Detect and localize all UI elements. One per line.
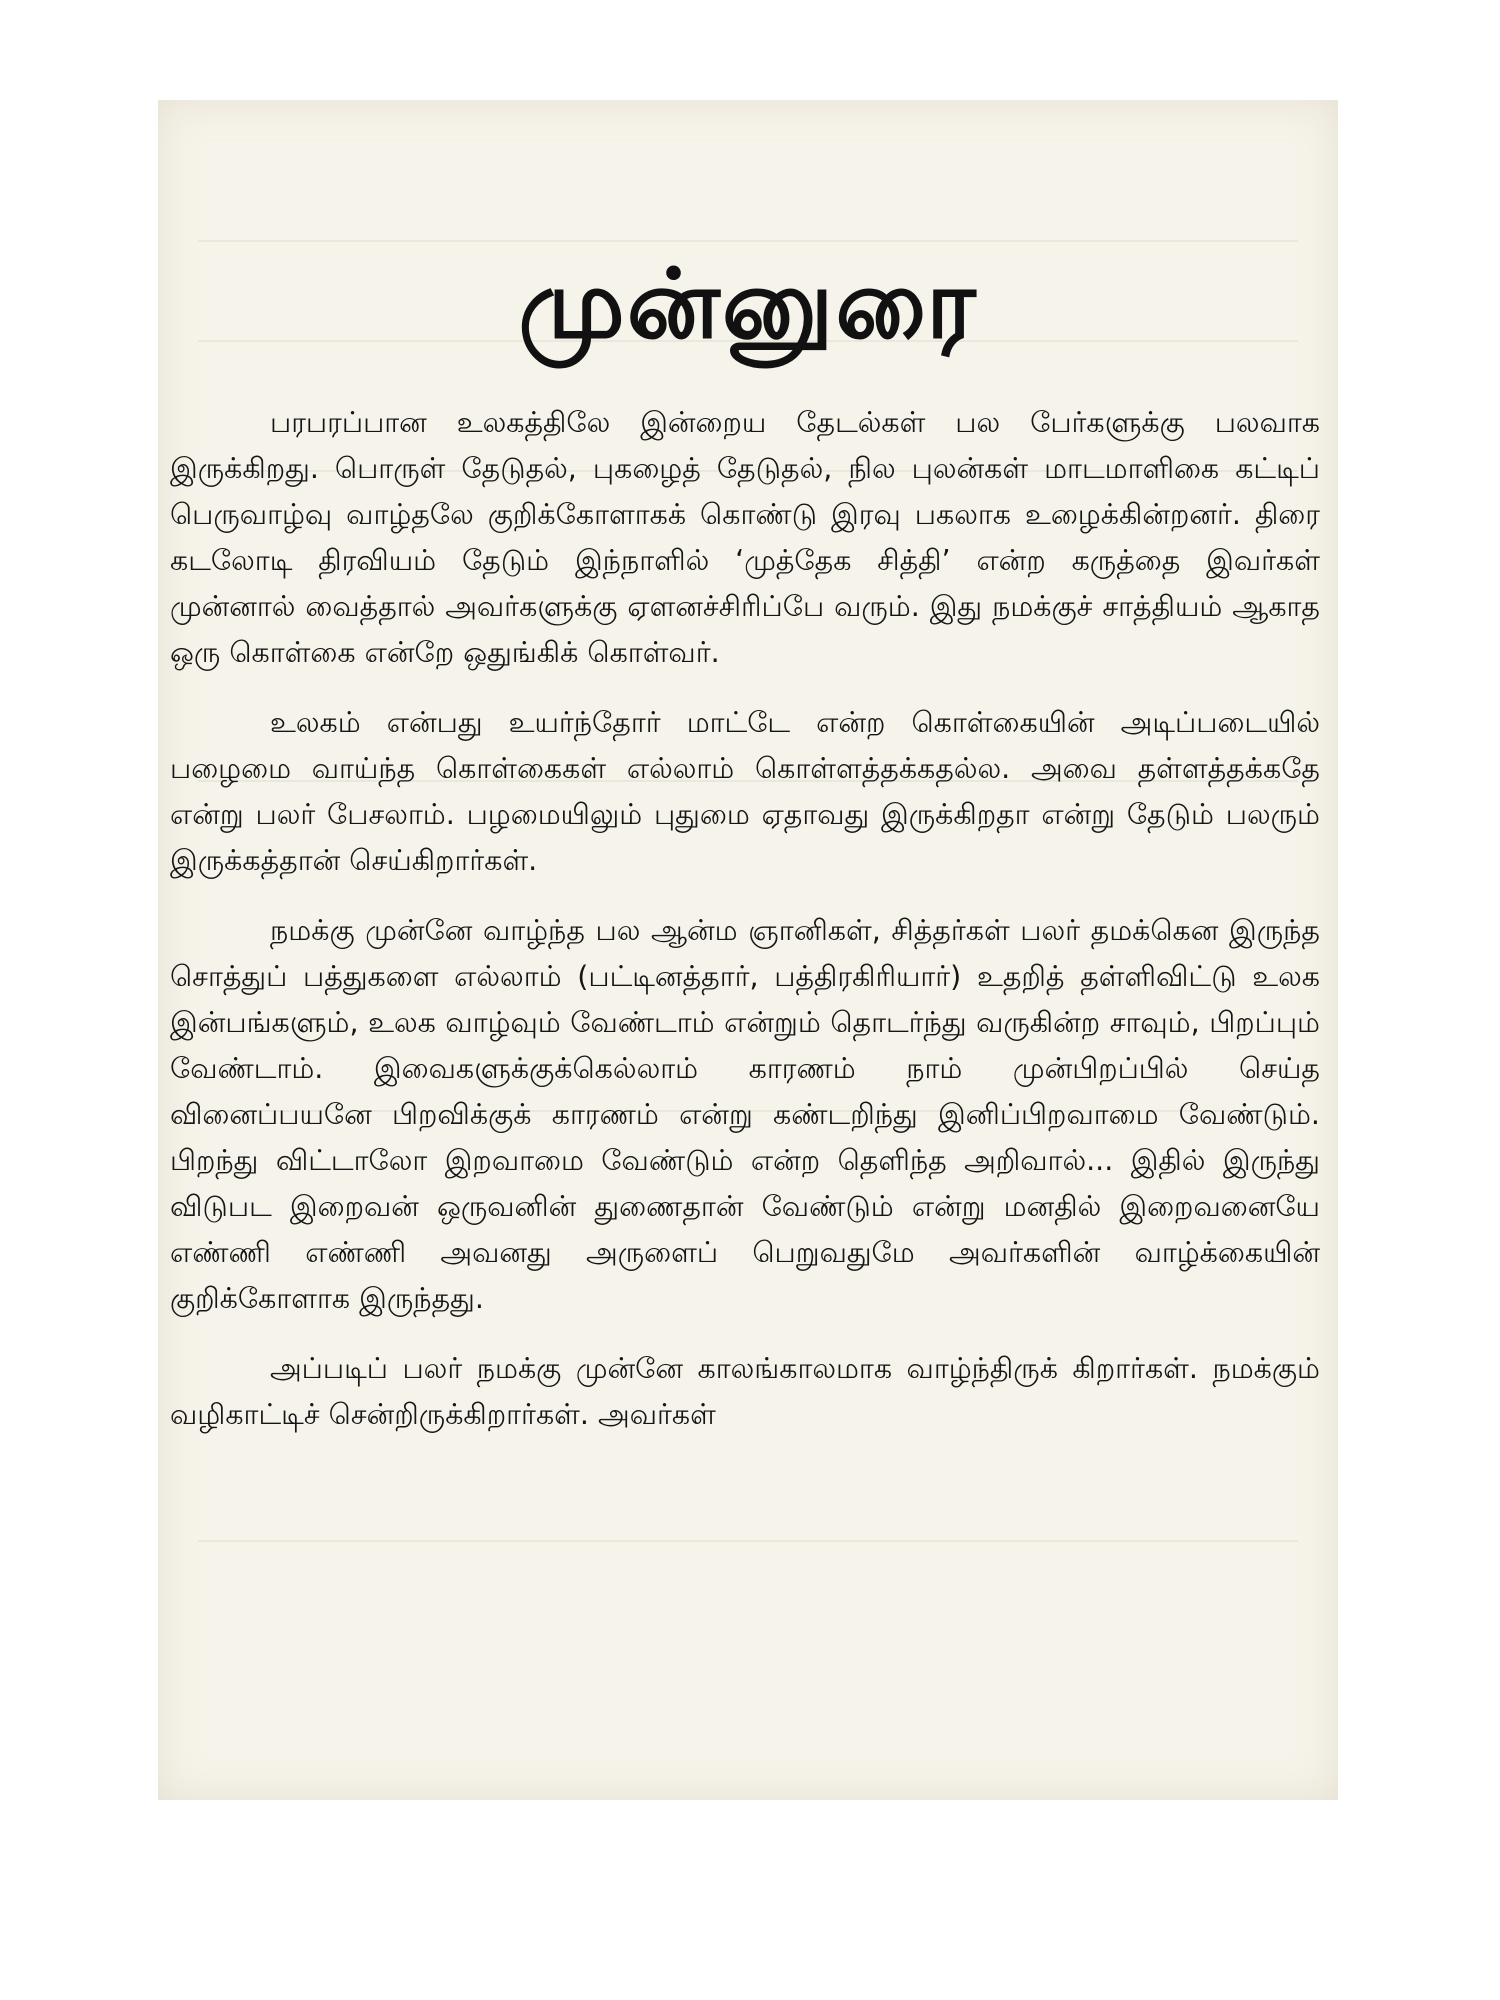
show-through-line [198, 1540, 1298, 1542]
show-through-line [198, 240, 1298, 242]
body-text [170, 400, 1320, 1462]
paragraph-3: நமக்கு முன்னே வாழ்ந்த பல ஆன்ம ஞானிகள், சித்தர்கள் பலர் தமக்கென இருந்த சொத்துப் பத்துகளை எல்லாம் (பட்டினத்தார், பத்திரகிரியார்) உதறித் தள்ளிவிட்டு உலக இன்பங்களும், உலக வாழ்வும் வேண்டாம் என்றும் தொடர்ந்து வருகின்ற சாவும், பிறப்பும் வேண்டாம். இவைகளுக்குக்கெல்லாம் காரணம் நாம் முன்பிறப்பில் செய்த வினைப்பயனே பிறவிக்குக் காரணம் என்று கண்டறிந்து இனிப்பிறவாமை வேண்டும். பிறந்து விட்டாலோ இறவாமை வேண்டும் என்ற தெளிந்த அறிவால்... இதில் இருந்து விடுபட இறைவன் ஒருவனின் துணைதான் வேண்டும் என்று மனதில் இறைவனையே எண்ணி எண்ணி அவனது அருளைப் பெறுவதுமே அவர்களின் வாழ்க்கையின் குறிக்கோளாக இருந்தது. [170, 914, 1320, 1315]
scanned-page [158, 100, 1338, 1800]
paragraph-4: அப்படிப் பலர் நமக்கு முன்னே காலங்காலமாக வாழ்ந்திருக் கிறார்கள். நமக்கும் வழிகாட்டிச் சென்றிருக்கிறார்கள். அவர்கள் [170, 1352, 1320, 1431]
paragraph-1: பரபரப்பான உலகத்திலே இன்றைய தேடல்கள் பல பேர்களுக்கு பலவாக இருக்கிறது. பொருள் தேடுதல், புகழைத் தேடுதல், நில புலன்கள் மாடமாளிகை கட்டிப் பெருவாழ்வு வாழ்தலே குறிக்கோளாகக் கொண்டு இரவு பகலாக உழைக்கின்றனர். திரை கடலோடி திரவியம் தேடும் இந்நாளில் ‘முத்தேக சித்தி’ என்ற கருத்தை இவர்கள் முன்னால் வைத்தால் அவர்களுக்கு ஏளனச்சிரிப்பே வரும். இது நமக்குச் சாத்தியம் ஆகாத ஒரு கொள்கை என்றே ஒதுங்கிக் கொள்வர். [170, 406, 1320, 669]
paragraph-2: உலகம் என்பது உயர்ந்தோர் மாட்டே என்ற கொள்கையின் அடிப்படையில் பழைமை வாய்ந்த கொள்கைகள் எல்லாம் கொள்ளத்தக்கதல்ல. அவை தள்ளத்தக்கதே என்று பலர் பேசலாம். பழமையிலும் புதுமை ஏதாவது இருக்கிறதா என்று தேடும் பலரும் இருக்கத்தான் செய்கிறார்கள். [170, 706, 1320, 877]
page-title: முன்னுரை [518, 248, 978, 361]
